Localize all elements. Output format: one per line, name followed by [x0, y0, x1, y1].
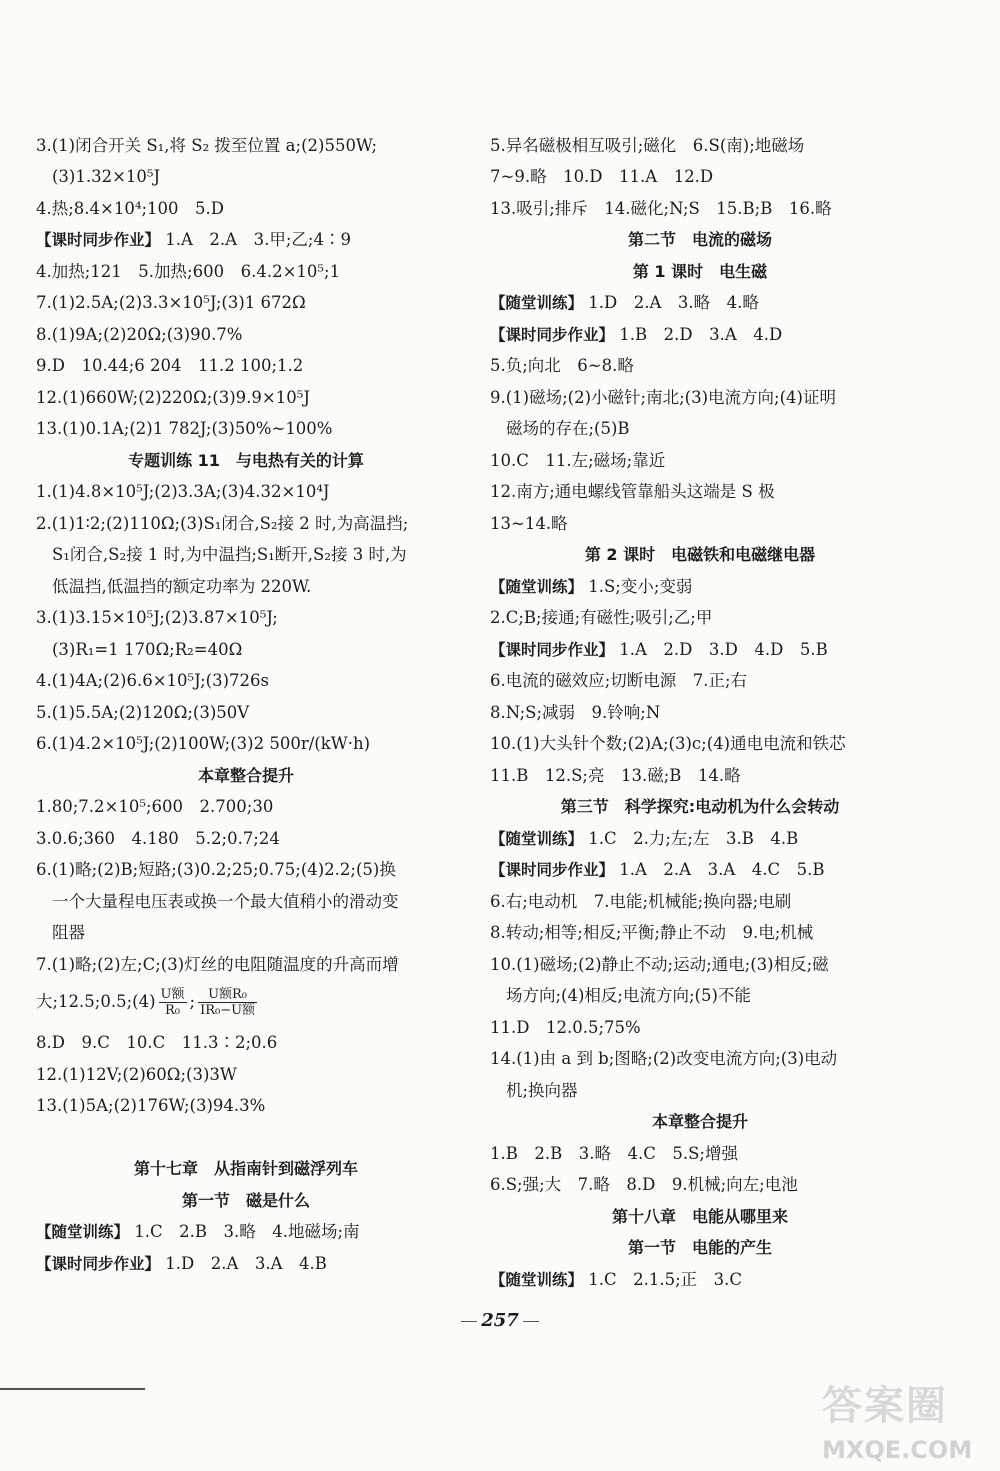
answer-text: 1.D 2.A 3.略 4.略	[588, 293, 759, 312]
answer-line: 13.吸引;排斥 14.磁化;N;S 15.B;B 16.略	[490, 199, 832, 218]
fraction-denominator: IR₀−U额	[200, 1003, 256, 1018]
answer-line: 4.加热;121 5.加热;600 6.4.2×10⁵;1	[36, 262, 341, 281]
answer-line: 11.D 12.0.5;75%	[490, 1018, 641, 1037]
section-tag: 【随堂训练】	[490, 1271, 584, 1289]
answer-text: 1.C 2.力;左;左 3.B 4.B	[588, 829, 799, 848]
answer-line: 7.(1)略;(2)左;C;(3)灯丝的电阻随温度的升高而增	[36, 955, 399, 974]
answer-text: 1.A 2.A 3.甲;乙;4∶9	[165, 230, 351, 249]
answer-line: 6.右;电动机 7.电能;机械能;换向器;电刷	[490, 892, 792, 911]
answer-line: 8.(1)9A;(2)20Ω;(3)90.7%	[36, 325, 243, 344]
answer-line	[36, 1222, 360, 1242]
answer-line: 1.(1)4.8×10⁵J;(2)3.3A;(3)4.32×10⁴J	[36, 482, 330, 501]
answer-text: 1.A 2.A 3.A 4.C 5.B	[619, 860, 825, 879]
answer-line: 6.电流的磁效应;切断电源 7.正;右	[490, 671, 748, 690]
answer-line: 低温挡,低温挡的额定功率为 220W.	[52, 577, 312, 596]
fraction-denominator: R₀	[165, 1003, 181, 1018]
answer-line	[490, 860, 824, 880]
fraction-numerator: U额R₀	[198, 987, 257, 1003]
answer-line: 12.(1)660W;(2)220Ω;(3)9.9×10⁵J	[36, 388, 310, 407]
chapter-heading: 第十八章 电能从哪里来	[611, 1207, 788, 1226]
fraction	[198, 987, 257, 1018]
answer-line: 6.S;强;大 7.略 8.D 9.机械;向左;电池	[490, 1175, 798, 1194]
answer-line	[490, 829, 798, 849]
answer-line: 7~9.略 10.D 11.A 12.D	[490, 167, 714, 186]
answer-line: 10.C 11.左;磁场;靠近	[490, 451, 666, 470]
answer-line: 9.D 10.44;6 204 11.2 100;1.2	[36, 356, 304, 375]
answer-line	[490, 577, 692, 597]
fraction-numerator: U额	[160, 987, 185, 1002]
watermark-logo	[822, 1366, 990, 1468]
section-heading: 第一节 磁是什么	[181, 1191, 310, 1210]
answer-line: 8.D 9.C 10.C 11.3∶2;0.6	[36, 1033, 278, 1052]
answer-line: 12.南方;通电螺线管靠船头这端是 S 极	[490, 482, 775, 501]
watermark-url: MXQE.COM	[822, 1436, 973, 1464]
answer-line: 6.(1)4.2×10⁵J;(2)100W;(3)2 500r/(kW·h)	[36, 734, 371, 753]
section-heading: 专题训练 11 与电热有关的计算	[128, 451, 364, 470]
section-tag: 【随堂训练】	[490, 578, 584, 596]
answer-line: (3)1.32×10⁵J	[52, 167, 161, 186]
section-heading: 第二节 电流的磁场	[627, 230, 772, 249]
lesson-heading: 第 2 课时 电磁铁和电磁继电器	[584, 545, 816, 564]
answer-line: 1.80;7.2×10⁵;600 2.700;30	[36, 797, 274, 816]
answer-line	[490, 293, 759, 313]
section-tag: 【课时同步作业】	[490, 641, 615, 659]
section-tag: 【课时同步作业】	[36, 231, 161, 249]
page-number: 257	[0, 1310, 1000, 1331]
fraction	[159, 987, 187, 1018]
section-tag: 【随堂训练】	[490, 830, 584, 848]
answer-text: 大;12.5;0.5;(4)	[36, 992, 156, 1011]
watermark-text: 答案圈	[822, 1383, 948, 1429]
answer-line	[36, 230, 351, 250]
answer-line-fraction	[36, 986, 260, 1018]
section-tag: 【随堂训练】	[490, 294, 584, 312]
answer-line: 2.C;B;接通;有磁性;吸引;乙;甲	[490, 608, 713, 627]
answer-line: 10.(1)磁场;(2)静止不动;运动;通电;(3)相反;磁	[490, 955, 829, 974]
answer-line: 4.热;8.4×10⁴;100 5.D	[36, 199, 225, 218]
answer-text: 1.S;变小;变弱	[588, 577, 693, 596]
section-heading: 第三节 科学探究:电动机为什么会转动	[560, 797, 840, 816]
answer-line: S₁闭合,S₂接 1 时,为中温挡;S₁断开,S₂接 3 时,为	[52, 545, 407, 564]
answer-line: 11.B 12.S;亮 13.磁;B 14.略	[490, 766, 741, 785]
answer-line: 5.异名磁极相互吸引;磁化 6.S(南);地磁场	[490, 136, 805, 155]
section-tag: 【课时同步作业】	[36, 1255, 161, 1273]
section-heading: 本章整合提升	[651, 1112, 748, 1131]
answer-line: 2.(1)1∶2;(2)110Ω;(3)S₁闭合,S₂接 2 时,为高温挡;	[36, 514, 409, 533]
answer-text: 1.C 2.B 3.略 4.地磁场;南	[134, 1222, 360, 1241]
answer-line: 14.(1)由 a 到 b;图略;(2)改变电流方向;(3)电动	[490, 1049, 838, 1068]
section-tag: 【课时同步作业】	[490, 326, 615, 344]
answer-line: (3)R₁=1 170Ω;R₂=40Ω	[52, 640, 243, 659]
answer-line: 阻器	[52, 923, 85, 942]
answer-line: 8.转动;相等;相反;平衡;静止不动 9.电;机械	[490, 923, 814, 942]
answer-line: 7.(1)2.5A;(2)3.3×10⁵J;(3)1 672Ω	[36, 293, 306, 312]
answer-line	[490, 1270, 742, 1290]
answer-line: 13.(1)0.1A;(2)1 782J;(3)50%~100%	[36, 419, 333, 438]
answer-text: 1.A 2.D 3.D 4.D 5.B	[619, 640, 828, 659]
fraction-separator: ;	[189, 992, 196, 1011]
answer-line: 12.(1)12V;(2)60Ω;(3)3W	[36, 1065, 237, 1084]
answer-line: 一个大量程电压表或换一个最大值稍小的滑动变	[52, 892, 399, 911]
section-tag: 【课时同步作业】	[490, 861, 615, 879]
answer-text: 1.D 2.A 3.A 4.B	[165, 1254, 327, 1273]
answer-line: 13~14.略	[490, 514, 568, 533]
answer-line: 3.0.6;360 4.180 5.2;0.7;24	[36, 829, 280, 848]
bottom-rule	[0, 1388, 145, 1390]
answer-line: 9.(1)磁场;(2)小磁针;南北;(3)电流方向;(4)证明	[490, 388, 836, 407]
answer-line	[490, 640, 828, 660]
answer-line: 10.(1)大头针个数;(2)A;(3)c;(4)通电电流和铁芯	[490, 734, 846, 753]
answer-line: 磁场的存在;(5)B	[506, 419, 630, 438]
answer-line: 3.(1)3.15×10⁵J;(2)3.87×10⁵J;	[36, 608, 278, 627]
answer-text: 1.B 2.D 3.A 4.D	[619, 325, 783, 344]
answer-line: 8.N;S;减弱 9.铃响;N	[490, 703, 661, 722]
chapter-heading: 第十七章 从指南针到磁浮列车	[133, 1159, 358, 1178]
answer-line: 5.负;向北 6~8.略	[490, 356, 634, 375]
section-heading: 第一节 电能的产生	[627, 1238, 772, 1257]
section-tag: 【随堂训练】	[36, 1223, 130, 1241]
answer-line	[490, 325, 782, 345]
answer-line	[36, 1254, 327, 1274]
answer-line: 3.(1)闭合开关 S₁,将 S₂ 拨至位置 a;(2)550W;	[36, 136, 378, 155]
section-heading: 本章整合提升	[197, 766, 294, 785]
answer-line: 5.(1)5.5A;(2)120Ω;(3)50V	[36, 703, 250, 722]
answer-line: 6.(1)略;(2)B;短路;(3)0.2;25;0.75;(4)2.2;(5)换	[36, 860, 396, 879]
answer-line: 场方向;(4)相反;电流方向;(5)不能	[506, 986, 751, 1005]
answer-line: 13.(1)5A;(2)176W;(3)94.3%	[36, 1096, 266, 1115]
answer-line: 1.B 2.B 3.略 4.C 5.S;增强	[490, 1144, 738, 1163]
answer-line: 机;换向器	[506, 1081, 578, 1100]
answer-line: 4.(1)4A;(2)6.6×10⁵J;(3)726s	[36, 671, 269, 690]
answer-text: 1.C 2.1.5;正 3.C	[588, 1270, 743, 1289]
lesson-heading: 第 1 课时 电生磁	[632, 262, 768, 281]
